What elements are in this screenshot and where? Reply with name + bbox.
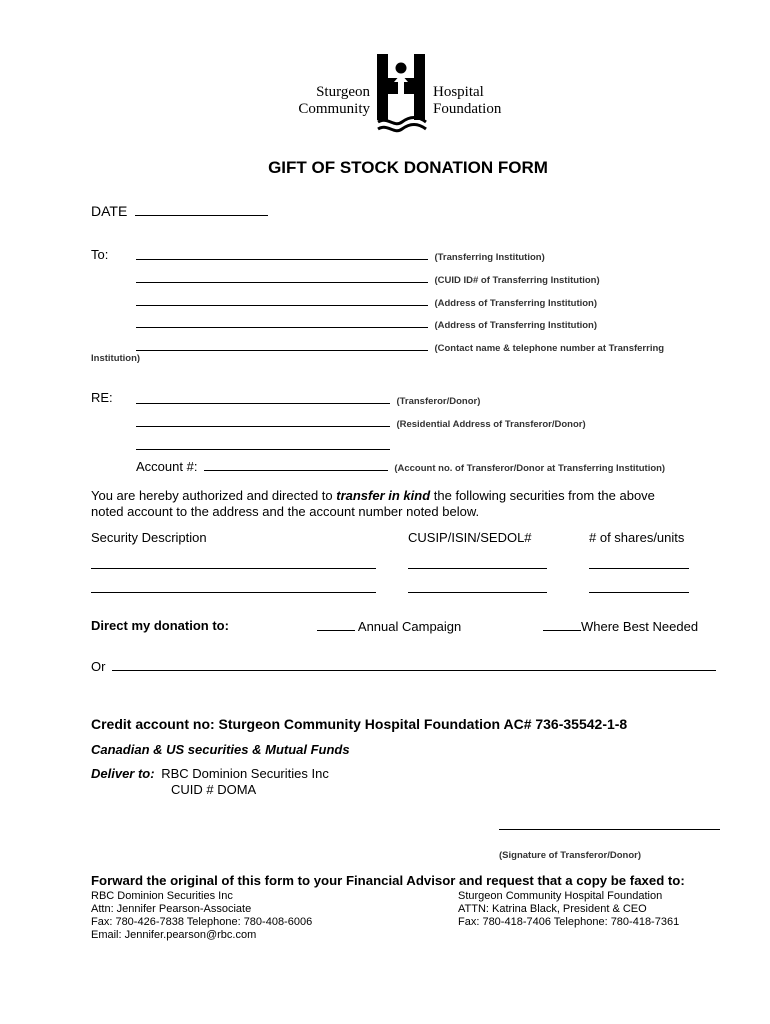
to-field-row [136,315,597,333]
credit-account-text: Credit account no: Sturgeon Community Hospital Foundation AC# 736-35542-1-8 [91,716,628,732]
contact-field[interactable] [136,339,428,351]
forward-instruction: Forward the original of this form to your Financial Advisor and request that a copy be faxed to: [91,873,685,888]
where-best-needed-checkbox[interactable] [543,618,581,631]
account-row [136,458,665,476]
or-label: Or [91,659,106,674]
field-hint: (Address of Transferring Institution) [434,298,598,309]
cuid-field[interactable] [136,271,428,283]
direct-donation-label: Direct my donation to: [91,618,229,633]
account-number-field[interactable] [204,459,388,471]
annual-campaign-option [317,618,461,634]
to-field-row [136,270,600,288]
institution-address-field[interactable] [136,294,428,306]
cusip-field[interactable] [408,557,547,569]
date-field[interactable] [135,204,268,216]
institution-address-field-2[interactable] [136,316,428,328]
date-row [91,203,268,219]
account-label: Account #: [136,459,198,474]
contact-left [91,890,312,942]
authorization-text-part: You are hereby authorized and directed to [91,488,337,503]
securities-row [91,581,711,595]
authorization-text-part: the following securities from the above [430,488,655,503]
contact-line: Fax: 780-426-7838 Telephone: 780-408-6006 [91,916,313,928]
logo-text-line: Hospital [433,84,484,100]
to-field-row [136,293,597,311]
contact-line: RBC Dominion Securities Inc [91,890,233,902]
field-hint: (Residential Address of Transferor/Donor) [396,419,586,430]
where-best-needed-option [543,618,698,634]
annual-campaign-checkbox[interactable] [317,618,355,631]
shares-field[interactable] [589,581,689,593]
page-title: GIFT OF STOCK DONATION FORM [268,158,548,177]
re-field-row [136,391,480,409]
contact-line: ATTN: Katrina Black, President & CEO [458,903,647,915]
re-field-row [136,414,586,432]
logo-text-line: Community [298,101,370,117]
contact-line: Email: Jennifer.pearson@rbc.com [91,929,257,941]
annual-campaign-label: Annual Campaign [357,619,462,634]
donor-address-field-2[interactable] [136,438,390,450]
donor-address-field[interactable] [136,415,390,427]
logo-text-line: Foundation [433,101,502,117]
date-label: DATE [91,203,128,219]
deliver-to-label: Deliver to: [91,766,155,781]
security-description-field[interactable] [91,557,376,569]
where-best-needed-label: Where Best Needed [581,619,699,634]
authorization-line [91,488,655,504]
signature-field[interactable] [499,818,720,830]
logo-mark-icon [374,52,430,136]
shares-field[interactable] [589,557,689,569]
to-field-row [136,338,664,356]
authorization-line: noted account to the address and the account number noted below. [91,504,480,519]
field-hint-wrap: Institution) [91,353,141,364]
deliver-to-block [91,766,329,782]
authorization-text [91,488,655,520]
field-hint: (Contact name & telephone number at Transferring [434,343,665,354]
re-field-row [136,437,390,455]
contact-line: Fax: 780-418-7406 Telephone: 780-418-7361 [458,916,680,928]
field-hint: (CUID ID# of Transferring Institution) [434,275,600,286]
signature-row [499,817,720,835]
securities-header-shares: # of shares/units [589,530,685,545]
cusip-field[interactable] [408,581,547,593]
securities-row [91,557,711,571]
securities-types-text: Canadian & US securities & Mutual Funds [91,742,350,757]
logo-text-line: Sturgeon [316,84,370,100]
deliver-to-line: CUID # DOMA [171,782,257,797]
field-hint: (Transferring Institution) [434,252,545,263]
re-label: RE: [91,390,113,405]
security-description-field[interactable] [91,581,376,593]
or-row [91,659,716,674]
logo-text-left [282,84,370,118]
field-hint: (Transferor/Donor) [396,396,481,407]
transfer-in-kind-emphasis: transfer in kind [336,488,431,503]
donor-name-field[interactable] [136,392,390,404]
field-hint: (Address of Transferring Institution) [434,320,598,331]
to-field-row [136,247,545,265]
transferring-institution-field[interactable] [136,248,428,260]
deliver-to-line: RBC Dominion Securities Inc [161,766,329,781]
securities-header-cusip: CUSIP/ISIN/SEDOL# [408,530,532,545]
securities-header-description: Security Description [91,530,207,545]
contact-right [458,890,679,929]
signature-label: (Signature of Transferor/Donor) [499,850,641,861]
other-designation-field[interactable] [112,659,716,671]
to-label: To: [91,247,109,262]
contact-line: Sturgeon Community Hospital Foundation [458,890,663,902]
field-hint: (Account no. of Transferor/Donor at Transferring Institution) [394,463,666,474]
contact-line: Attn: Jennifer Pearson-Associate [91,903,252,915]
logo-text-right [433,84,501,118]
